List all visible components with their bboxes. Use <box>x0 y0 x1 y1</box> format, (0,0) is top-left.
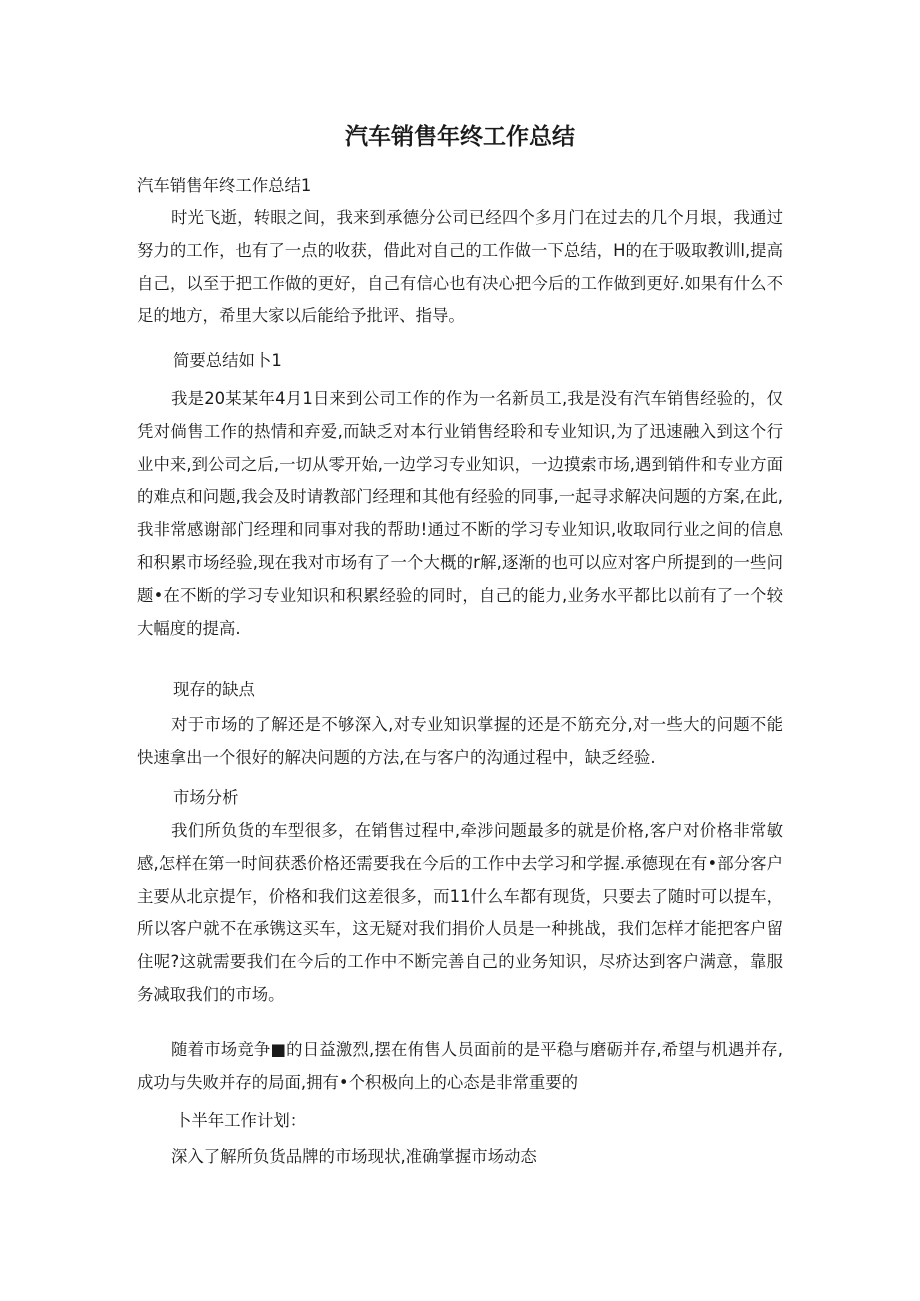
market-heading: 市场分析 <box>173 788 239 807</box>
plan-item: 深入了解所负货品牌的市场现状,准确掌握市场动态 <box>171 1147 537 1166</box>
intro-paragraph: 时光飞逝，转眼之间，我来到承德分公司已经四个多月门在过去的几个月垠，我通过努力的工作，也有了一点的收获，借此对自己的工作做一下总结，H的在于吸取教训l,提高自己，以至于把工作做的更好，自己有信心也有决心把今后的工作做到更好.如果有什么不足的地方，希里大家以后能给予批评、指导。 <box>137 208 783 326</box>
summary-heading: 简要总结如卜1 <box>173 351 282 370</box>
document-title: 汽车销售年终工作总结 <box>345 124 575 150</box>
summary-paragraph: 我是20某某年4月1日来到公司工作的作为一名新员工,我是没有汽车销售经验的，仅凭对倘售工作的热情和弃爱,而缺乏对本行业销售经聆和专业知识,为了迅速融入到这个行业中来,到公司之后,一切从零开始,一边学习专业知识，一边摸索市场,遇到销件和专业方面的难点和问题,我会及时请教部门经理和其他有经验的同事,一起寻求解决问题的方案,在此,我非常感谢部门经理和同事对我的帮助!通过不断的学习专业知识,收取同行业之间的信息和积累市场经验,现在我对市场有了一个大概的r解,逐渐的也可以应对客户所提到的一些问题•在不断的学习专业知识和积累经验的同时，自己的能力,业务水平都比以前有了一个较大幅度的提高. <box>137 389 783 638</box>
weakness-heading: 现存的缺点 <box>173 680 255 699</box>
document-subtitle: 汽车销售年终工作总结1 <box>137 176 312 195</box>
competition-paragraph: 随着市场竞争■的日益激烈,摆在侑售人员面前的是平稳与磨砺并存,希望与机遇并存,成功与失败并存的局面,拥有•个积极向上的心态是非常重要的 <box>137 1040 783 1092</box>
plan-heading: 卜半年工作计划： <box>175 1111 307 1130</box>
weakness-paragraph: 对于市场的了解还是不够深入,对专业知识掌握的还是不筋充分,对一些大的问题不能快速拿出一个很好的解决问题的方法,在与客户的沟通过程中，缺乏经验. <box>137 715 783 767</box>
market-paragraph: 我们所负货的车型很多，在销售过程中,牵涉问题最多的就是价格,客户对价格非常敏感,怎样在第一时间获悉价格还需要我在今后的工作中去学习和学握.承德现在有•部分客户主要从北京提乍，价格和我们这差很多，而11什么车都有现货，只要去了随时可以提车，所以客户就不在承镌这买车，这无疑对我们捐价人员是一种挑战，我们怎样才能把客户留住呢?这就需要我们在今后的工作中不断完善自己的业务知识，尽疥达到客户满意，靠服务减取我们的市场。 <box>137 821 783 1004</box>
